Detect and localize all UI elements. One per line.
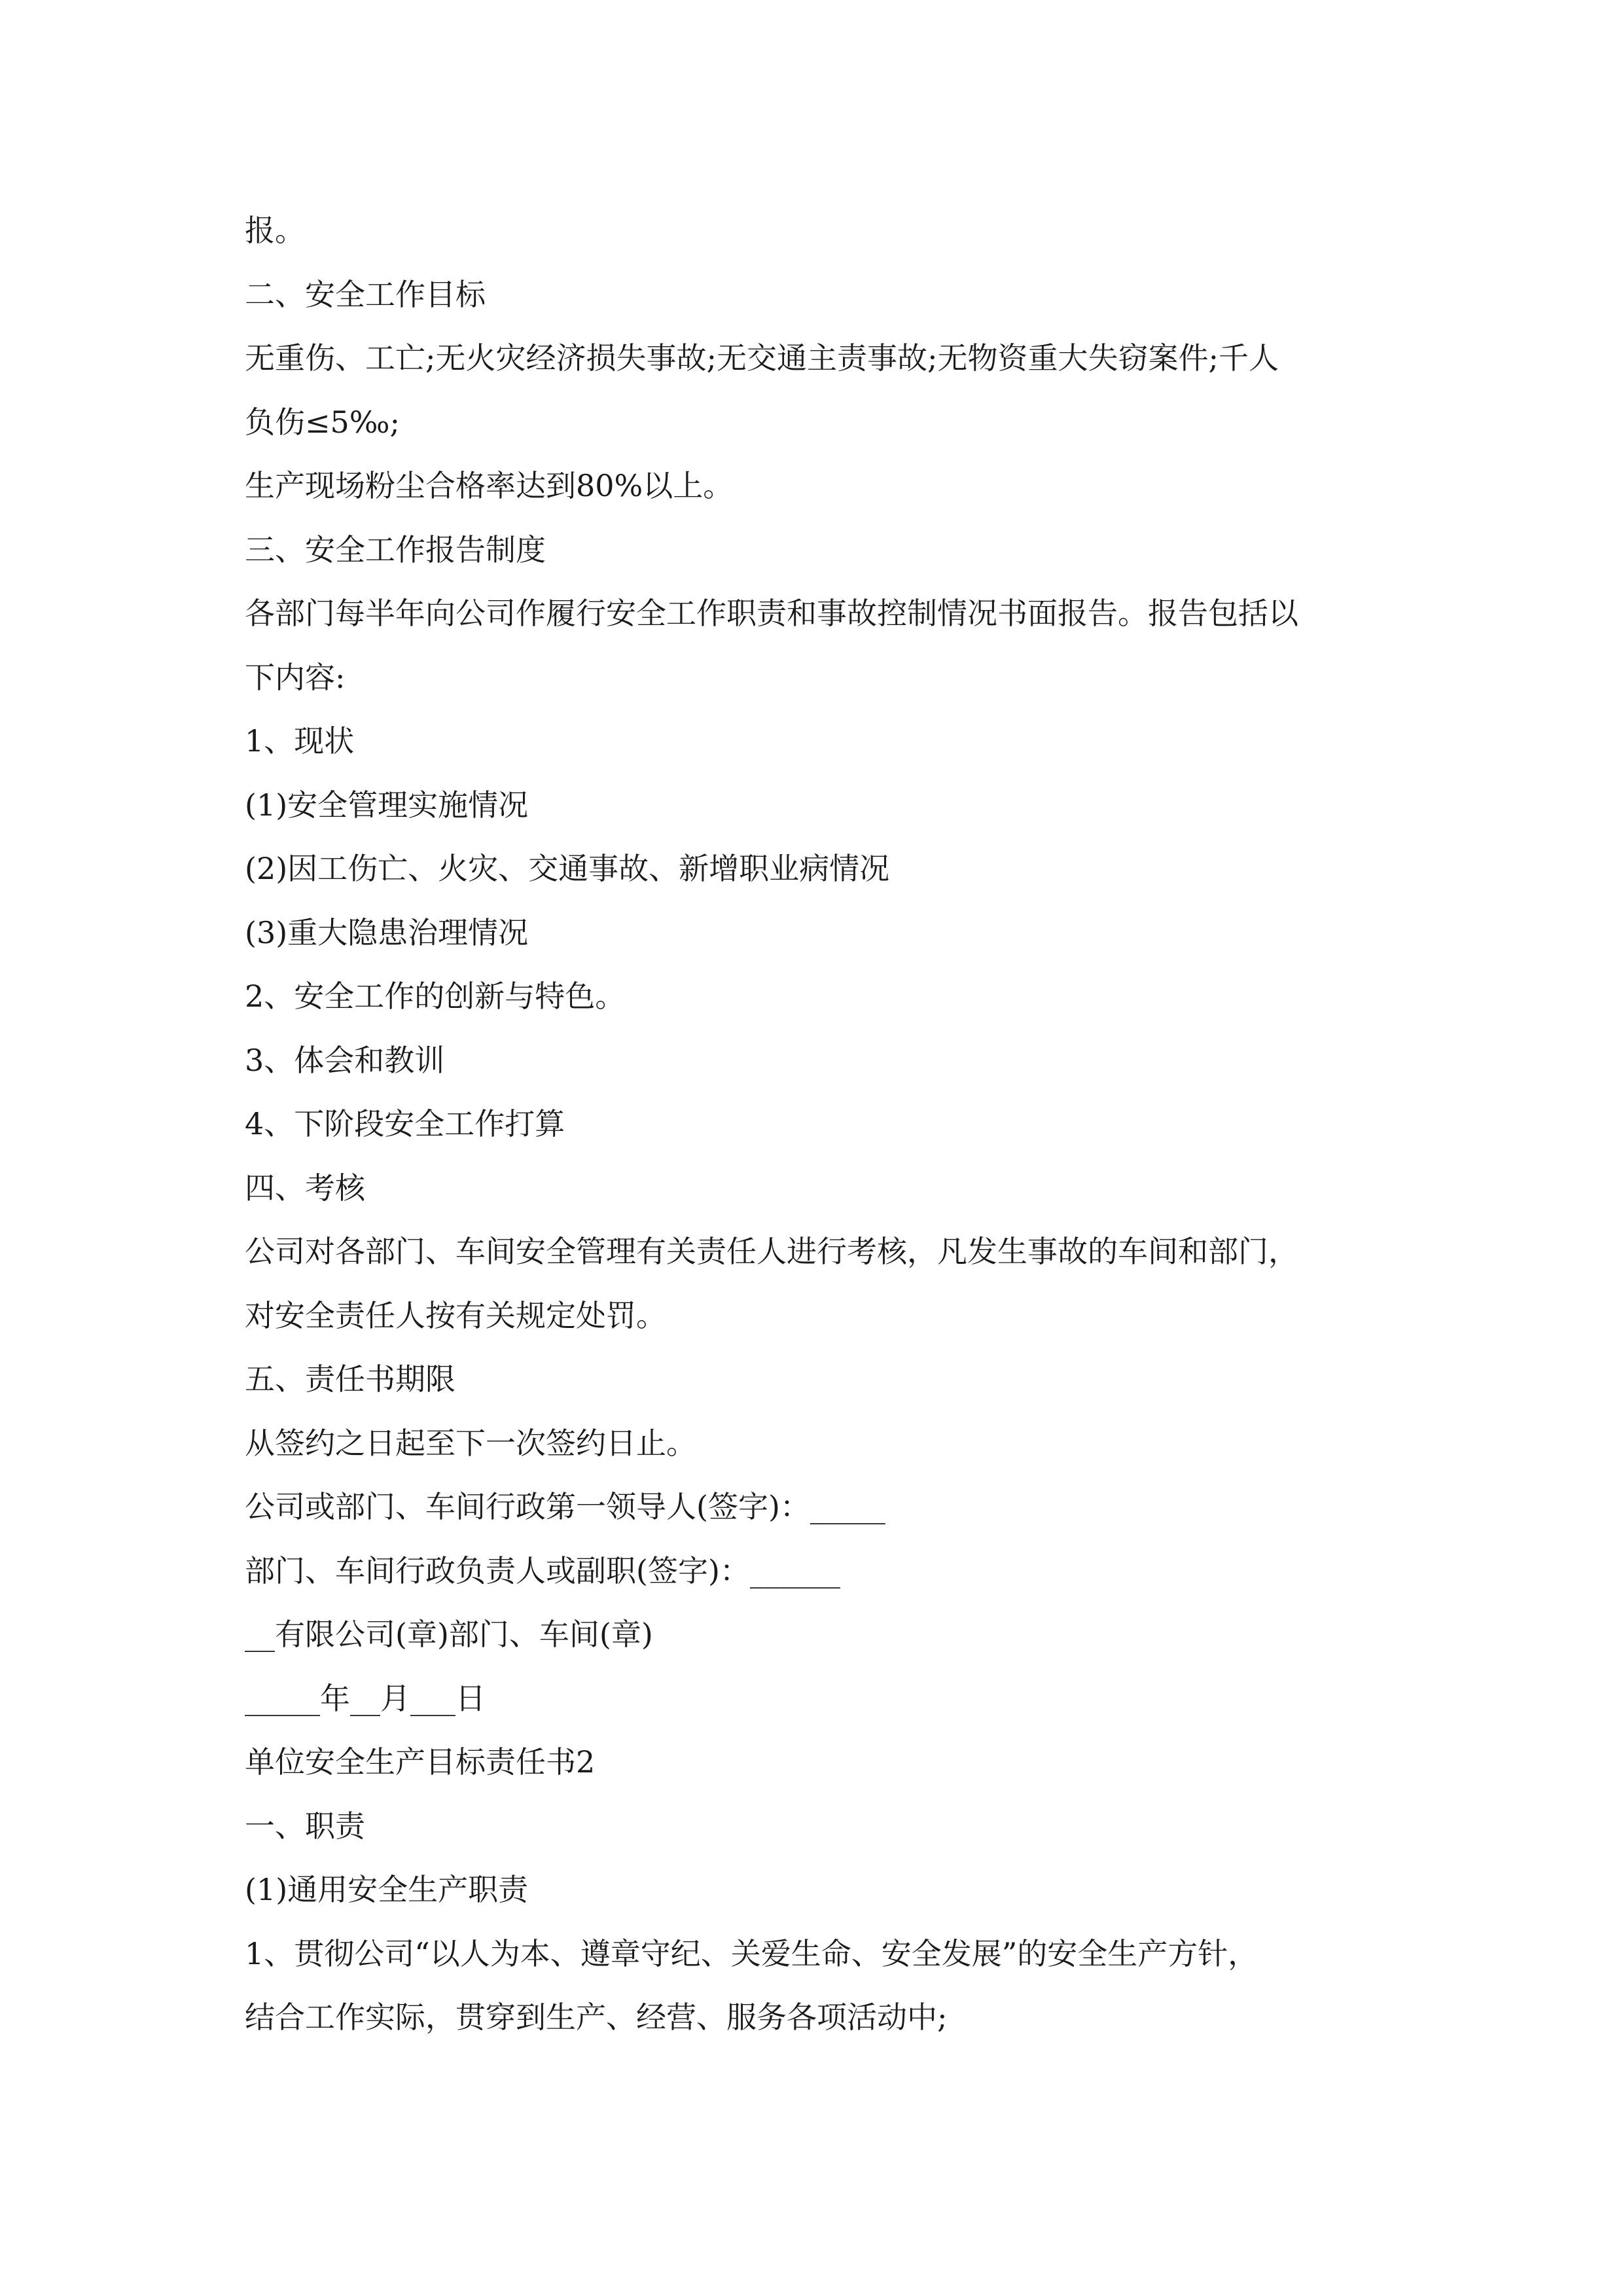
signature-line: 公司或部门、车间行政第一领导人(签字)：_____: [245, 1489, 885, 1524]
list-item: (1)通用安全生产职责: [245, 1872, 529, 1907]
list-item: 1、现状: [245, 723, 355, 759]
document-title: 单位安全生产目标责任书2: [245, 1744, 596, 1780]
text-line: 1、贯彻公司“以人为本、遵章守纪、关爱生命、安全发展”的安全生产方针，: [245, 1935, 1258, 1971]
text-line: 结合工作实际，贯穿到生产、经营、服务各项活动中;: [245, 2000, 948, 2035]
text-line: 生产现场粉尘合格率达到80%以上。: [245, 468, 734, 503]
list-item: 2、安全工作的创新与特色。: [245, 978, 626, 1014]
section-heading: 一、职责: [245, 1808, 365, 1844]
list-item: (2)因工伤亡、火灾、交通事故、新增职业病情况: [245, 851, 890, 886]
date-line: _____年__月___日: [245, 1680, 486, 1716]
section-heading: 二、安全工作目标: [245, 276, 486, 312]
section-heading: 三、安全工作报告制度: [245, 531, 546, 567]
text-line: 对安全责任人按有关规定处罚。: [245, 1297, 666, 1333]
text-line: 各部门每半年向公司作履行安全工作职责和事故控制情况书面报告。报告包括以: [245, 596, 1298, 631]
text-line: 公司对各部门、车间安全管理有关责任人进行考核，凡发生事故的车间和部门，: [245, 1234, 1298, 1269]
text-line: 无重伤、工亡;无火灾经济损失事故;无交通主责事故;无物资重大失窃案件;千人: [245, 340, 1279, 376]
list-item: (3)重大隐患治理情况: [245, 914, 529, 950]
section-heading: 四、考核: [245, 1170, 365, 1206]
list-item: (1)安全管理实施情况: [245, 787, 529, 823]
list-item: 3、体会和教训: [245, 1042, 445, 1078]
seal-line: __有限公司(章)部门、车间(章): [245, 1617, 653, 1652]
section-heading: 五、责任书期限: [245, 1361, 455, 1397]
signature-line: 部门、车间行政负责人或副职(签字)：______: [245, 1552, 840, 1588]
text-line: 负伤≤5‰;: [245, 404, 401, 440]
text-line: 下内容:: [245, 659, 346, 695]
document-body: [245, 199, 1397, 2050]
list-item: 4、下阶段安全工作打算: [245, 1106, 565, 1141]
text-line: 从签约之日起至下一次签约日止。: [245, 1425, 696, 1461]
text-line: 报。: [245, 213, 305, 248]
